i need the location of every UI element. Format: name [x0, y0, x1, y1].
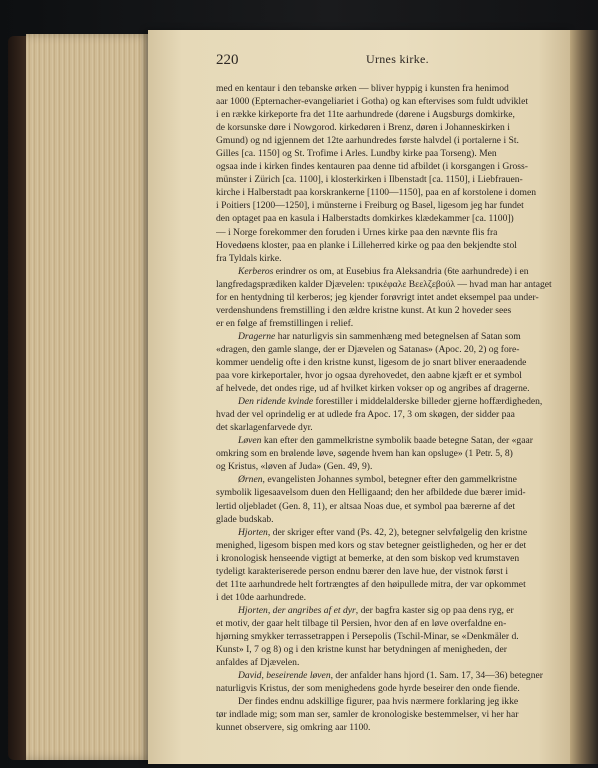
facing-page-edge	[570, 30, 598, 764]
text-line	[216, 160, 566, 173]
running-title: Urnes kirke.	[366, 52, 429, 66]
text-line	[216, 513, 566, 526]
text-line	[216, 395, 566, 408]
line-text: , der bagfra kaster sig op paa dens ryg, er	[355, 604, 514, 616]
line-text: anfaldes af Djævelen.	[216, 657, 300, 669]
line-text: münster i Zürich [ca. 1100], i klosterkirken i Ilbenstadt [ca. 1150], i Liebfrauen-	[216, 174, 523, 186]
line-text: langfredagsprædiken kalder Djævelen: τρικέφαλε Βεελζεβούλ — hvad man har antaget	[216, 278, 552, 290]
text-line	[216, 486, 566, 499]
paragraph-lead: Ørnen	[238, 474, 263, 486]
line-text: ogsaa inde i kirken findes kentauren paa denne tid afbildet (i korsgangen i Gross-	[216, 161, 528, 173]
text-line	[216, 252, 566, 265]
line-text: , der skriger efter vand (Ps. 42, 2), betegner selvfølgelig den kristne	[267, 526, 528, 538]
text-line	[216, 356, 566, 369]
line-text: symbolik ligesaavelsom duen den Helligaand; den her afbildede due bærer imid-	[216, 487, 526, 499]
text-line	[216, 447, 566, 460]
line-text: glade budskab.	[216, 513, 274, 525]
page-stack-edges	[26, 34, 154, 760]
line-text: lertid oljebladet (Gen. 8, 11), er altsaa Noas due, et symbol paa bærerne af det	[216, 500, 516, 512]
text-line	[216, 95, 566, 108]
line-text: Gilles [ca. 1150] og St. Trofime i Arles. Lundby kirke paa Torseng). Men	[216, 148, 497, 160]
line-text: kunnet observere, sig omkring aar 1100.	[216, 722, 371, 734]
text-line	[216, 630, 566, 643]
text-line	[216, 708, 566, 721]
line-text: , evangelisten Johannes symbol, betegner efter den gammelkristne	[262, 474, 517, 486]
text-line	[216, 278, 566, 291]
text-line	[216, 239, 566, 252]
line-text: er en følge af fremstillingen i relief.	[216, 317, 354, 329]
paragraph	[216, 695, 566, 734]
text-line	[216, 500, 566, 513]
line-text: i kronologisk henseende vigtigt at bemerke, at den som biskop ved krumstaven	[216, 552, 520, 564]
paragraph	[216, 604, 566, 669]
line-text: , der anfalder hans hjord (1. Sam. 17, 34—36) betegner	[330, 670, 543, 682]
line-text: omkring som en brølende løve, søgende hvem han kan opsluge» (1 Petr. 5, 8)	[216, 448, 513, 460]
line-text: af helvede, det ondes rige, ud af hvilket kirken vokser op og angribes af dragerne.	[216, 383, 530, 395]
line-text: har naturligvis sin sammenhæng med betegnelsen af Satan som	[275, 330, 521, 342]
paragraph	[216, 526, 566, 604]
text-line	[216, 656, 566, 669]
text-line	[216, 604, 566, 617]
text-line	[216, 121, 566, 134]
text-line	[216, 199, 566, 212]
line-text: hvad der vel oprindelig er at udlede fra Apoc. 17, 3 om skøgen, der sidder paa	[216, 409, 515, 421]
paragraph-lead: Hjorten, der angribes af et dyr	[238, 604, 356, 616]
line-text: det 11te aarhundrede helt fortrængtes af den høipullede mitra, der var opkommet	[216, 578, 526, 590]
line-text: et motiv, der gaar helt tilbage til Persien, hvor den af en løve overfaldne en-	[216, 617, 507, 629]
line-text: «dragen, den gamle slange, der er Djævelen og Satanas» (Apoc. 20, 2) og fore-	[216, 343, 520, 355]
line-text: verdenshundens fremstilling i den ældre kristne kunst. At kun 2 hoveder sees	[216, 304, 512, 316]
text-line	[216, 695, 566, 708]
line-text: kan efter den gammelkristne symbolik baade betegne Satan, der «gaar	[261, 435, 533, 447]
line-text: den optaget paa en kasula i Halberstadts domkirkes klædekammer [ca. 1100])	[216, 213, 514, 225]
text-line	[216, 212, 566, 225]
paragraph	[216, 265, 566, 330]
line-text: Hovedøens kloster, paa en planke i Lilleherred kirke og paa den bekjendte stol	[216, 239, 517, 251]
text-line	[216, 147, 566, 160]
text-line	[216, 539, 566, 552]
text-line	[216, 591, 566, 604]
text-line	[216, 226, 566, 239]
line-text: kommer uendelig ofte i den kristne kunst, ligesom de jo snart bliver eneraadende	[216, 356, 527, 368]
text-line	[216, 304, 566, 317]
line-text: Der findes endnu adskillige figurer, paa hvis nærmere forklaring jeg ikke	[238, 696, 519, 708]
line-text: erindrer os om, at Eusebius fra Aleksandria (6te aarhundrede) i en	[273, 265, 529, 277]
line-text: Gmund) og nd igjennem det 12te aarhundredes første halvdel (i portalerne i St.	[216, 135, 519, 147]
paragraph-lead: Den ridende kvinde	[238, 396, 314, 408]
line-text: fra Tyldals kirke.	[216, 252, 282, 264]
text-line	[216, 473, 566, 486]
text-line	[216, 265, 566, 278]
paragraph-lead: Kerberos	[238, 265, 274, 277]
paragraph	[216, 395, 566, 434]
line-text: de korsunske døre i Nowgorod. kirkedøren i Brenz, døren i Johanneskirken i	[216, 122, 510, 134]
line-text: tydeligt karakteriserede person endnu bærer den lave hue, der vistnok først i	[216, 565, 508, 577]
text-line	[216, 317, 566, 330]
line-text: i det 10de aarhundrede.	[216, 591, 307, 603]
paragraph-lead: Løven	[238, 435, 262, 447]
text-line	[216, 330, 566, 343]
text-line	[216, 173, 566, 186]
line-text: det skarlagenfarvede dyr.	[216, 422, 313, 434]
text-line	[216, 343, 566, 356]
line-text: i en række kirkeporte fra det 11te aarhundrede (dørene i Augsburgs domkirke,	[216, 109, 515, 121]
text-line	[216, 291, 566, 304]
text-line	[216, 617, 566, 630]
line-text: — i Norge forekommer den foruden i Urnes kirke paa den nævnte flis fra	[216, 226, 498, 238]
line-text: naturligvis Kristus, der som menighedens gode hyrde beseirer den onde fiende.	[216, 683, 520, 695]
page-header	[216, 52, 564, 70]
text-line	[216, 382, 566, 395]
body-text	[216, 82, 566, 734]
line-text: tør indlade mig; som man ser, samler de kronologiske bestemmelser, vi her har	[216, 709, 519, 721]
line-text: hjørning smykker terrassetrappen i Persepolis (Tschil-Minar, se «Denkmäler d.	[216, 630, 519, 642]
text-line	[216, 460, 566, 473]
paragraph	[216, 82, 566, 265]
text-line	[216, 82, 566, 95]
paragraph	[216, 473, 566, 525]
line-text: menighed, ligesom bispen med kors og stav betegner geistligheden, og her er det	[216, 539, 527, 551]
text-line	[216, 578, 566, 591]
line-text: for en hentydning til kerberos; jeg kjender forøvrigt intet andet eksempel paa under-	[216, 291, 539, 303]
paragraph-lead: Hjorten	[238, 526, 268, 538]
line-text: paa vore kirkeportaler, hvor jo ogsaa dyrehovedet, den aabne kjæft er et symbol	[216, 370, 522, 382]
line-text: med en kentaur i den tebanske ørken — bliver hyppig i kunsten fra henimod	[216, 83, 509, 94]
text-line	[216, 721, 566, 734]
line-text: kirche i Halberstadt paa korskrankerne [1100—1150], paa en af korstolene i domen	[216, 187, 537, 199]
line-text: i Poitiers [1200—1250], i münsterne i Freiburg og Basel, ligesom jeg har fundet	[216, 200, 524, 212]
text-line	[216, 552, 566, 565]
paragraph-lead: Dragerne	[238, 330, 276, 342]
text-line	[216, 643, 566, 656]
text-line	[216, 408, 566, 421]
line-text: aar 1000 (Epternacher-evangeliariet i Gotha) og kan eftervises som fuldt udviklet	[216, 96, 529, 108]
page-number: 220	[216, 52, 239, 68]
text-line	[216, 526, 566, 539]
text-line	[216, 434, 566, 447]
text-line	[216, 186, 566, 199]
line-text: og Kristus, «løven af Juda» (Gen. 49, 9).	[216, 461, 373, 473]
text-line	[216, 369, 566, 382]
line-text: Kunst» I, 7 og 8) og i den kristne kunst har betydningen af menigheden, der	[216, 644, 507, 656]
paragraph	[216, 330, 566, 395]
text-line	[216, 108, 566, 121]
text-line	[216, 669, 566, 682]
text-line	[216, 421, 566, 434]
text-line	[216, 682, 566, 695]
text-line	[216, 565, 566, 578]
paragraph	[216, 669, 566, 695]
line-text: forestiller i middelalderske billeder gjerne hoffærdigheden,	[313, 396, 543, 408]
text-line	[216, 134, 566, 147]
paragraph-lead: David, beseirende løven	[238, 670, 331, 682]
paragraph	[216, 434, 566, 473]
